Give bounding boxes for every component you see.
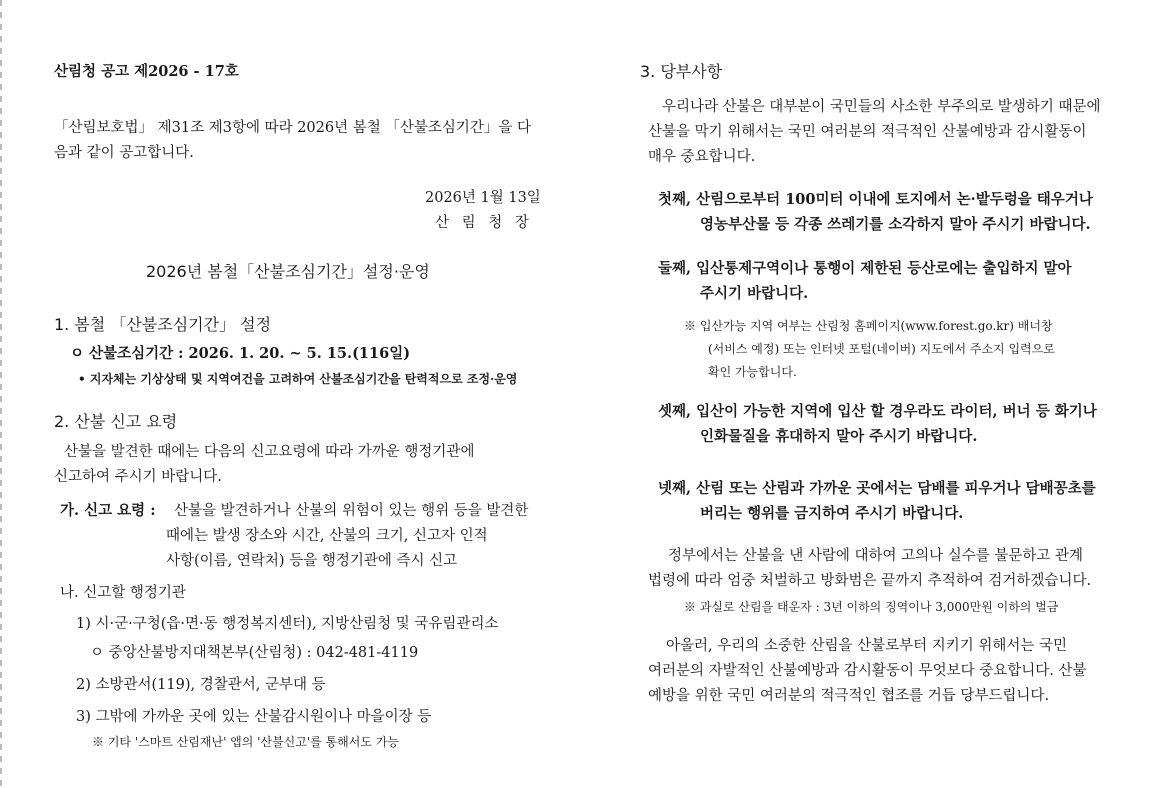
intro-line-1: 「산림보호법」 제31조 제3항에 따라 2026년 봄철 「산불조심기간」을 다 bbox=[54, 120, 531, 136]
section1-heading: 1. 봄철 「산불조심기간」 설정 bbox=[54, 315, 272, 334]
section3-intro-line-3: 매우 중요합니다. bbox=[648, 149, 756, 165]
closing-line-1: 아울러, 우리의 소중한 산림을 산불로부터 지키기 위해서는 국민 bbox=[666, 638, 1068, 654]
report-method-line-3: 사항(이름, 연락처) 등을 행정기관에 즉시 신고 bbox=[166, 553, 458, 569]
request-first-line-2: 영농부산물 등 각종 쓰레기를 소각하지 말아 주시기 바랍니다. bbox=[700, 216, 1091, 233]
closing-line-3: 예방을 위한 국민 여러분의 적극적인 협조를 거듭 당부드립니다. bbox=[648, 688, 1050, 704]
request-second-note-1: ※ 입산가능 지역 여부는 산림청 홈페이지(www.forest.go.kr) 배너창 bbox=[684, 319, 1053, 333]
notice-number: 산림청 공고 제2026 - 17호 bbox=[54, 63, 239, 80]
agency-item-1: 1) 시·군·구청(읍·면·동 행정복지센터), 지방산림청 및 국유림관리소 bbox=[76, 616, 499, 632]
punishment-line-2: 법령에 따라 엄중 처벌하고 방화범은 끝까지 추적하여 검거하겠습니다. bbox=[648, 573, 1092, 589]
section3-heading: 3. 당부사항 bbox=[640, 62, 723, 81]
section2-para-line-1: 산불을 발견한 때에는 다음의 신고요령에 따라 가까운 행정기관에 bbox=[64, 444, 475, 460]
request-fourth-line-1: 넷째, 산림 또는 산림과 가까운 곳에서는 담배를 피우거나 담배꽁초를 bbox=[658, 480, 1096, 497]
section2-para-line-2: 신고하여 주시기 바랍니다. bbox=[54, 469, 222, 485]
punishment-line-1: 정부에서는 산불을 낸 사람에 대하여 고의나 실수를 불문하고 관계 bbox=[668, 548, 1084, 564]
agency-item-3: 3) 그밖에 가까운 곳에 있는 산불감시원이나 마을이장 등 bbox=[76, 709, 432, 725]
page-edge bbox=[0, 0, 2, 788]
request-second-note-2: (서비스 예정) 또는 인터넷 포털(네이버) 지도에서 주소지 입력으로 bbox=[708, 342, 1055, 356]
request-second-line-2: 주시기 바랍니다. bbox=[700, 285, 809, 302]
issuer: 산 림 청 장 bbox=[435, 215, 529, 231]
punishment-note: ※ 과실로 산림을 태운자 : 3년 이하의 징역이나 3,000만원 이하의 벌금 bbox=[684, 600, 1059, 614]
report-method-line-2: 때에는 발생 장소와 시간, 산불의 크기, 신고자 인적 bbox=[166, 528, 488, 544]
request-fourth-line-2: 버리는 행위를 금지하여 주시기 바랍니다. bbox=[700, 505, 964, 522]
document-title: 2026년 봄철「산불조심기간」설정·운영 bbox=[146, 262, 430, 281]
report-method-line-1: 산불을 발견하거나 산불의 위험이 있는 행위 등을 발견한 bbox=[174, 503, 529, 519]
intro-line-2: 음과 같이 공고합니다. bbox=[54, 145, 194, 161]
section3-intro-line-2: 산불을 막기 위해서는 국민 여러분의 적극적인 산불예방과 감시활동이 bbox=[648, 124, 1087, 140]
agency-item-1-hotline: ㅇ 중앙산불방지대책본부(산림청) : 042-481-4119 bbox=[90, 645, 419, 661]
notice-date: 2026년 1월 13일 bbox=[425, 190, 541, 206]
report-agencies-heading: 나. 신고할 행정기관 bbox=[60, 585, 186, 601]
section3-intro-line-1: 우리나라 산불은 대부분이 국민들의 사소한 부주의로 발생하기 때문에 bbox=[662, 99, 1101, 115]
section2-heading: 2. 산불 신고 요령 bbox=[54, 412, 178, 431]
request-second-line-1: 둘째, 입산통제구역이나 통행이 제한된 등산로에는 출입하지 말아 bbox=[658, 260, 1072, 277]
request-third-line-1: 셋째, 입산이 가능한 지역에 입산 할 경우라도 라이터, 버너 등 화기나 bbox=[658, 403, 1097, 420]
section1-period: ㅇ 산불조심기간 : 2026. 1. 20. ~ 5. 15.(116일) bbox=[70, 345, 411, 362]
agency-item-3-note: ※ 기타 '스마트 산림재난' 앱의 '산불신고'를 통해서도 가능 bbox=[92, 735, 399, 749]
agency-item-2: 2) 소방관서(119), 경찰관서, 군부대 등 bbox=[76, 677, 326, 693]
report-method-label: 가. 신고 요령 : bbox=[60, 502, 156, 519]
closing-line-2: 여러분의 자발적인 산불예방과 감시활동이 무엇보다 중요합니다. 산불 bbox=[648, 663, 1087, 679]
section1-note: • 지자체는 기상상태 및 지역여건을 고려하여 산불조심기간을 탄력적으로 조정·운영 bbox=[78, 372, 518, 386]
request-second-note-3: 확인 가능합니다. bbox=[708, 365, 797, 379]
request-third-line-2: 인화물질을 휴대하지 말아 주시기 바랍니다. bbox=[700, 428, 978, 445]
request-first-line-1: 첫째, 산림으로부터 100미터 이내에 토지에서 논·밭두렁을 태우거나 bbox=[658, 191, 1093, 208]
